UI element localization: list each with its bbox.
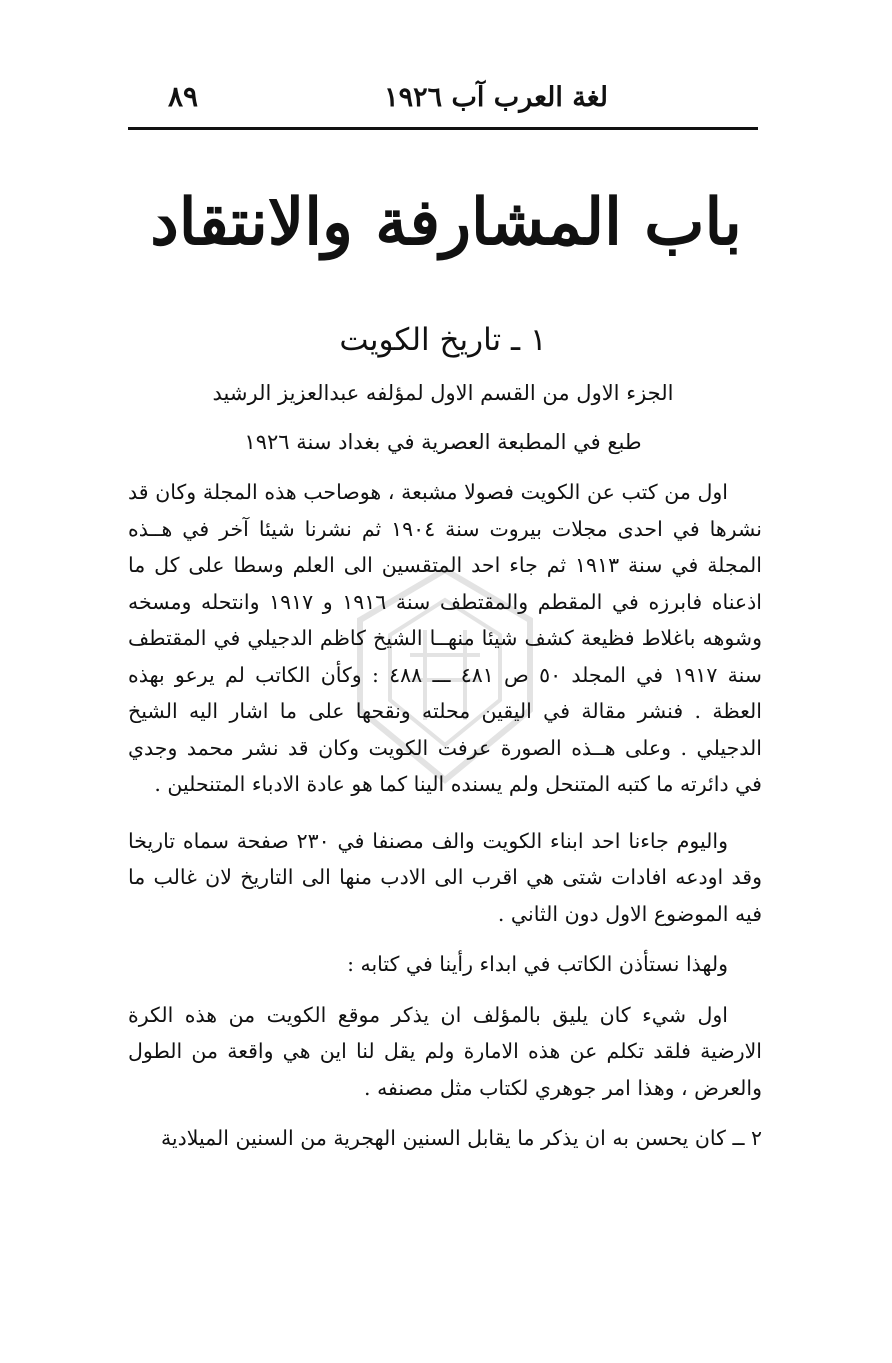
running-header (128, 78, 758, 124)
journal-issue-line: لغة العرب آب ١٩٢٦ (384, 82, 608, 113)
page-number: ٨٩ (168, 80, 199, 113)
header-rule (128, 127, 758, 130)
body-paragraph: ٢ ــ كان يحسن به ان يذكر ما يقابل السنين الهجرية من السنين الميلادية (160, 1126, 762, 1150)
article-body (128, 474, 762, 1157)
section-title: باب المشارفة والانتقاد (150, 185, 742, 260)
article-title: ١ ـ تاريخ الكويت (339, 322, 547, 358)
body-paragraph: واليوم جاءنا احد ابناء الكويت والف مصنفا في ٢٣٠ صفحة سماه تاريخا وقد اودعه افادات شتى هي اقرب الى الادب منها الى التاريخ لان غالب ما فيه الموضوع الاول دون الثاني . (128, 828, 762, 926)
body-paragraph: ولهذا نستأذن الكاتب في ابداء رأينا في كتابه : (347, 952, 728, 976)
book-subtitle: الجزء الاول من القسم الاول لمؤلفه عبدالعزيز الرشيد (212, 381, 674, 405)
body-paragraph: اول شيء كان يليق بالمؤلف ان يذكر موقع الكويت من هذه الكرة الارضية فلقد تكلم عن هذه الامارة ولم يقل لنا اين هي واقعة من الطول والعرض ، وهذا امر جوهري لكتاب مثل مصنفه . (128, 1002, 762, 1100)
body-paragraph: اول من كتب عن الكويت فصولا مشبعة ، هوصاحب هذه المجلة وكان قد نشرها في احدى مجلات بيروت سنة ١٩٠٤ ثم نشرنا شيئا آخر في هــذه المجلة في سنة ١٩١٣ ثم جاء احد المتقسين الى العلم وسطا على كل ما اذعناه فابرزه في المقطم والمقتطف سنة ١٩١٦ و ١٩١٧ وانتحله ومسخه وشوهه باغلاط فظيعة كشف شيئا منهــا الشيخ كاظم الدجيلي في المقتطف سنة ١٩١٧ في المجلد ٥٠ ص ٤٨١ ـــ ٤٨٨ : وكأن الكاتب لم يرعو بهذه العظة . فنشر مقالة في اليقين محلته ونقحها على ما اشار اليه الشيخ الدجيلي . وعلى هــذه الصورة عرفت الكويت وكان قد نشر محمد وجدي في دائرته ما كتبه المتنحل ولم يسنده الينا كما هو عادة الادباء المتنحلين . (128, 480, 762, 796)
book-imprint: طبع في المطبعة العصرية في بغداد سنة ١٩٢٦ (244, 430, 642, 454)
